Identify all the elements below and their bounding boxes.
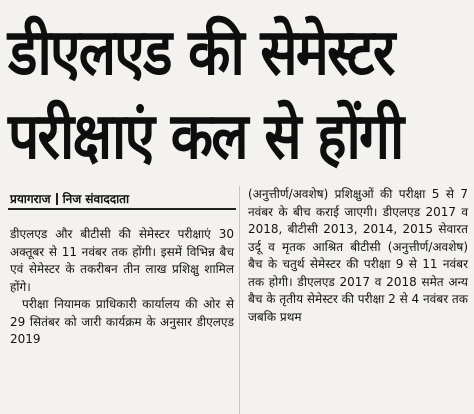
byline (10, 190, 236, 207)
left-paragraph-1: डीएलएड और बीटीसी की सेमेस्टर परीक्षाएं 30 अक्तूबर से 11 नवंबर तक होंगी। इसमें विभिन्न बैच एवं सेमेस्टर के तकरीबन तीन लाख प्रशिक्षु शामिल होंगे। (10, 227, 234, 294)
left-paragraph-2: परीक्षा नियामक प्राधिकारी कार्यालय की ओर से 29 सितंबर को जारी कार्यक्रम के अनुसार डीएलएड 2019 (10, 297, 234, 346)
byline-place: प्रयागराज (10, 192, 51, 206)
right-paragraph-1: (अनुत्तीर्ण/अवशेष) प्रशिक्षुओं की परीक्षा 5 से 7 नवंबर के बीच कराई जाएगी। डीएलएड 2017 व 2018, बीटीसी 2013, 2014, 2015 सेवारत उर्दू व मृतक आश्रित बीटीसी (अनुत्तीर्ण/अवशेष) बैच के चतुर्थ सेमेस्टर की परीक्षा 9 से 11 नवंबर तक होगी। डीएलएड 2017 व 2018 समेत अन्य बैच के तृतीय सेमेस्टर की परीक्षा 2 से 4 नवंबर तक जबकि प्रथम (248, 187, 468, 324)
column-divider (239, 186, 240, 414)
right-column (248, 186, 468, 326)
byline-separator (56, 193, 58, 205)
headline-line-1: डीएलएड की सेमेस्टर (8, 16, 394, 90)
left-column (10, 226, 234, 349)
headline-line-2: परीक्षाएं कल से होंगी (8, 100, 403, 174)
byline-reporter: निज संवाददाता (62, 192, 130, 206)
byline-rule (8, 208, 236, 210)
